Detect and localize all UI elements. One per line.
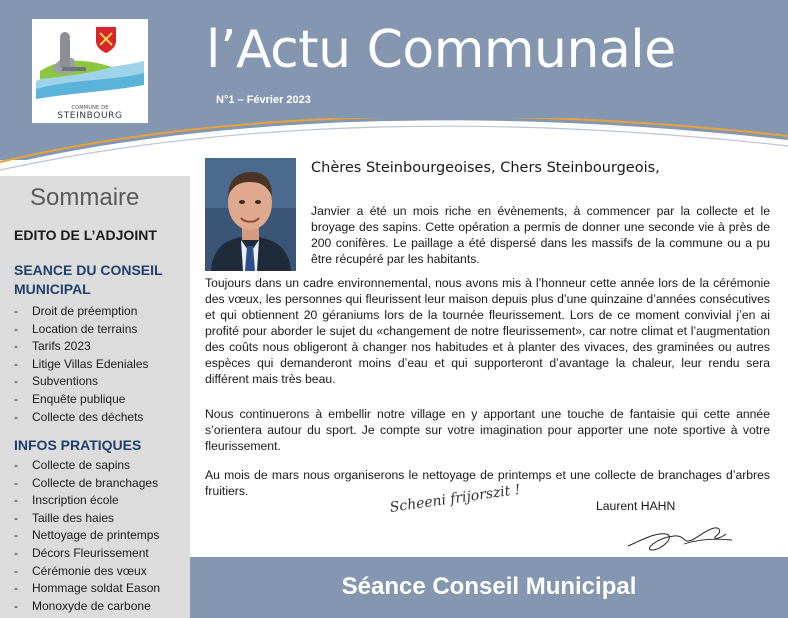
author-portrait: [205, 158, 296, 271]
toc-item[interactable]: - Cérémonie des vœux: [14, 563, 160, 581]
edito-paragraph: Janvier a été un mois riche en évènements, à commencer par la collecte et le broyage des sapins. Cette opération a permis de donner une seconde vie à près de 200 conifères. Le paillage a été dispersé dans les massifs de la commune ou a pu être récupéré par les habitants.: [311, 204, 770, 266]
bullet-dash: -: [14, 528, 18, 543]
logo-commune-label: COMMUNE DE: [71, 105, 109, 111]
bullet-dash: -: [14, 374, 18, 389]
bullet-dash: -: [14, 339, 18, 354]
bullet-dash: -: [14, 458, 18, 472]
bullet-dash: -: [14, 545, 18, 560]
toc-item[interactable]: - Subventions: [14, 373, 149, 391]
bullet-dash: -: [14, 321, 18, 336]
bullet-dash: -: [14, 391, 18, 406]
toc-item[interactable]: - Tarifs 2023: [14, 338, 149, 356]
toc-item[interactable]: - Collecte des déchets: [14, 409, 149, 427]
bullet-dash: -: [14, 563, 18, 578]
section-banner: [190, 557, 788, 618]
issue-number: N°1 – Février 2023: [216, 94, 311, 106]
toc-item[interactable]: - Collecte de branchages: [14, 475, 160, 493]
bullet-dash: -: [14, 409, 18, 424]
bullet-dash: -: [14, 475, 18, 490]
toc-list-infos: [14, 457, 160, 615]
section-banner-title: Séance Conseil Municipal: [341, 573, 637, 600]
signer-name: Laurent HAHN: [596, 499, 676, 513]
toc-item[interactable]: - Taille des haies: [14, 510, 160, 528]
toc-list-conseil: [14, 303, 149, 426]
toc-section-conseil[interactable]: SEANCE DU CONSEIL MUNICIPAL: [14, 262, 163, 297]
toc-item[interactable]: - Droit de préemption: [14, 303, 149, 321]
bullet-dash: -: [14, 581, 18, 596]
toc-item[interactable]: - Litige Villas Edeniales: [14, 356, 149, 374]
toc-item[interactable]: - Hommage soldat Eason: [14, 580, 160, 598]
toc-item[interactable]: - Monoxyde de carbone: [14, 598, 160, 616]
toc-item[interactable]: - Collecte de sapins: [14, 457, 160, 475]
toc-item[interactable]: - Enquête publique: [14, 391, 149, 409]
toc-item[interactable]: - Nettoyage de printemps: [14, 527, 160, 545]
bullet-dash: -: [14, 510, 18, 525]
newsletter-title: l’Actu Communale: [206, 20, 676, 80]
bullet-dash: -: [14, 598, 18, 613]
bullet-dash: -: [14, 493, 18, 508]
handwritten-signature: [622, 510, 742, 556]
bullet-dash: -: [14, 304, 18, 318]
bullet-dash: -: [14, 356, 18, 371]
edito-paragraph: Nous continuerons à embellir notre village en y apportant une touche de fantaisie qui cette année s’orientera autour du sport. Je compte sur votre imagination pour apporter une note sportive à votre fleurissement.: [205, 407, 770, 453]
toc-section-infos[interactable]: INFOS PRATIQUES: [14, 437, 142, 453]
edito-paragraph: Toujours dans un cadre environnemental, nous avons mis à l’honneur cette année lors de la cérémonie des vœux, les personnes qui fleurissent leur maison depuis plus d’une quinzaine d’années consécutives et qui obtiennent 20 géraniums lors de la tournée fleurissement. Lors de ce moment convivial j’en ai profité pour aborder le sujet du «changement de notre fleurissement», car notre climat et l’augmentation des coûts nous obligeront à changer nos habitudes et à planter des vivaces, des graminées ou autres espèces qui demanderont moins d’eau et qui supporteront d’avantage la chaleur, leur rendu sera différent mais très beau.: [205, 276, 770, 386]
alsatian-greeting: Scheeni frijorszit !: [388, 481, 522, 516]
toc-section-edito[interactable]: EDITO DE L’ADJOINT: [14, 227, 157, 243]
table-of-contents: [0, 176, 190, 618]
logo-commune-name: STEINBOURG: [57, 111, 123, 121]
edito-paragraph: Au mois de mars nous organiserons le nettoyage de printemps et une collecte de branchages d’arbres fruitiers.: [205, 468, 770, 498]
toc-item[interactable]: - Location de terrains: [14, 321, 149, 339]
toc-item[interactable]: - Décors Fleurissement: [14, 545, 160, 563]
commune-logo: [32, 19, 148, 123]
toc-heading: Sommaire: [30, 184, 140, 211]
toc-item[interactable]: - Inscription école: [14, 492, 160, 510]
greeting: Chères Steinbourgeoises, Chers Steinbourgeois,: [311, 160, 660, 176]
